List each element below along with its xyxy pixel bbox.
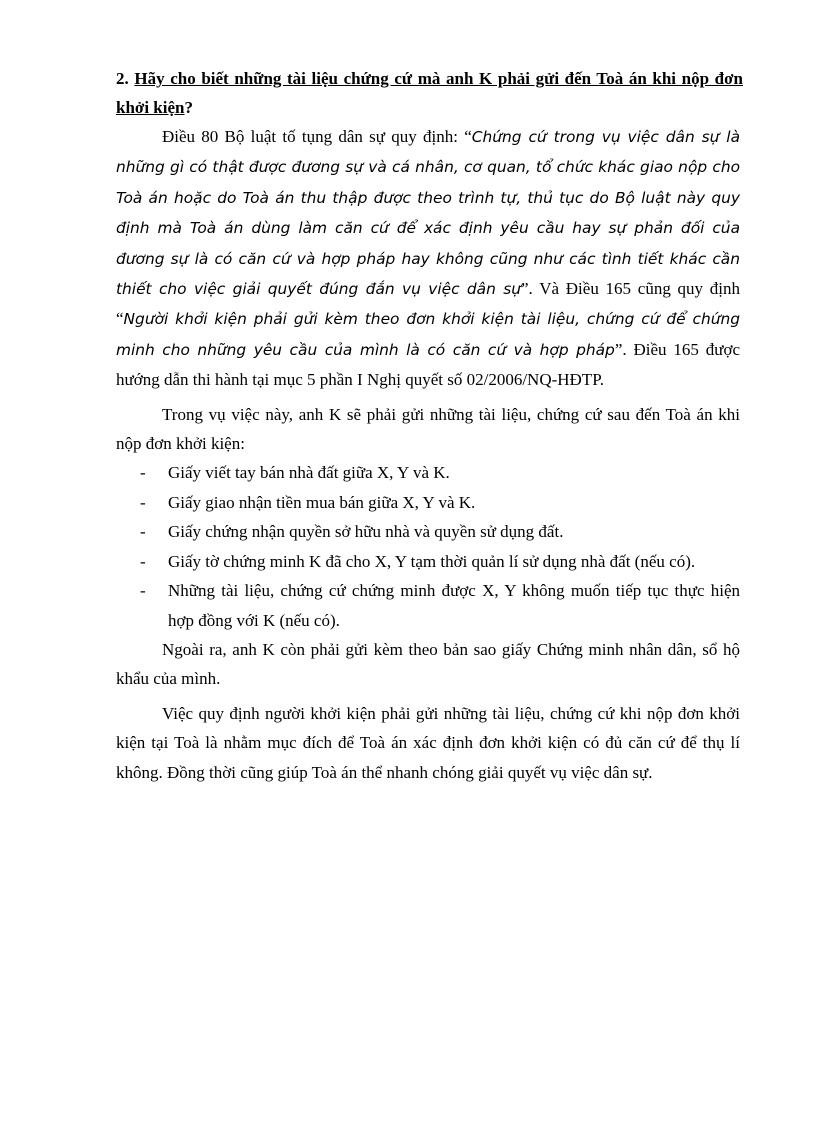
heading-question-mark: ?: [184, 98, 193, 118]
paragraph-tail: ”. Điều 165 được hướng dẫn thi hành tại mục 5 phần I Nghị quyết số 02/2006/NQ-HĐTP.: [116, 339, 741, 390]
list-item: [116, 488, 740, 517]
paragraph-lead: Điều 80 Bộ luật tố tụng dân sự quy định: “: [162, 127, 472, 146]
list-item-text: Giấy viết tay bán nhà đất giữa X, Y và K.: [168, 463, 450, 483]
list-item-text: Giấy tờ chứng minh K đã cho X, Y tạm thời quản lí sử dụng nhà đất (nếu có).: [168, 551, 696, 571]
paragraph-intro-list: Trong vụ việc này, anh K sẽ phải gửi những tài liệu, chứng cứ sau đến Toà án khi nộp đơn khởi kiện:: [116, 404, 740, 454]
paragraph-purpose: Việc quy định người khởi kiện phải gửi những tài liệu, chứng cứ khi nộp đơn khởi kiện tại Toà là nhằm mục đích để Toà án xác định đơn khởi kiện có đủ căn cứ để thụ lí không. Đồng thời cũng giúp Toà án thể nhanh chóng giải quyết vụ việc dân sự.: [116, 703, 740, 782]
heading-number: 2.: [116, 69, 129, 88]
list-item-text: Giấy chứng nhận quyền sở hữu nhà và quyền sử dụng đất.: [168, 522, 564, 542]
list-bullet: -: [140, 581, 146, 601]
list-item-text: Những tài liệu, chứng cứ chứng minh được X, Y không muốn tiếp tục thực hiện hợp đồng với K (nếu có).: [168, 581, 740, 630]
section-heading: [116, 64, 743, 123]
list-bullet: -: [140, 551, 146, 571]
evidence-list: [116, 458, 740, 634]
paragraph-legal-basis: [116, 122, 740, 395]
paragraph-additional-documents: Ngoài ra, anh K còn phải gửi kèm theo bản sao giấy Chứng minh nhân dân, sổ hộ khẩu của mình.: [116, 639, 740, 689]
quote-article-80: Chứng cứ trong vụ việc dân sự là những gì có thật được đương sự và cá nhân, cơ quan, tổ chức khác giao nộp cho Toà án hoặc do Toà án thu thập được theo trình tự, thủ tục do Bộ luật này quy định mà Toà án dùng làm căn cứ để xác định yêu cầu hay sự phản đối của đương sự là có căn cứ và hợp pháp hay không cũng như các tình tiết khác cần thiết cho việc giải quyết đúng đắn vụ việc dân sự: [116, 128, 740, 299]
quote-article-165: Người khởi kiện phải gửi kèm theo đơn khởi kiện tài liệu, chứng cứ để chứng minh cho những yêu cầu của mình là có căn cứ và hợp pháp: [116, 310, 740, 359]
paragraph-mid: ”. Và Điều 165 cũng quy định “: [116, 279, 741, 329]
heading-text: Hãy cho biết những tài liệu chứng cứ mà anh K phải gửi đến Toà án khi nộp đơn khởi kiện: [116, 69, 743, 118]
list-bullet: -: [140, 492, 146, 512]
list-item-text: Giấy giao nhận tiền mua bán giữa X, Y và K.: [168, 492, 476, 512]
list-bullet: -: [140, 522, 146, 542]
document-body: [116, 122, 740, 787]
list-bullet: -: [140, 463, 146, 483]
list-item: [116, 458, 740, 487]
list-item: [116, 576, 740, 635]
list-item: [116, 517, 740, 546]
list-item: [116, 547, 740, 576]
